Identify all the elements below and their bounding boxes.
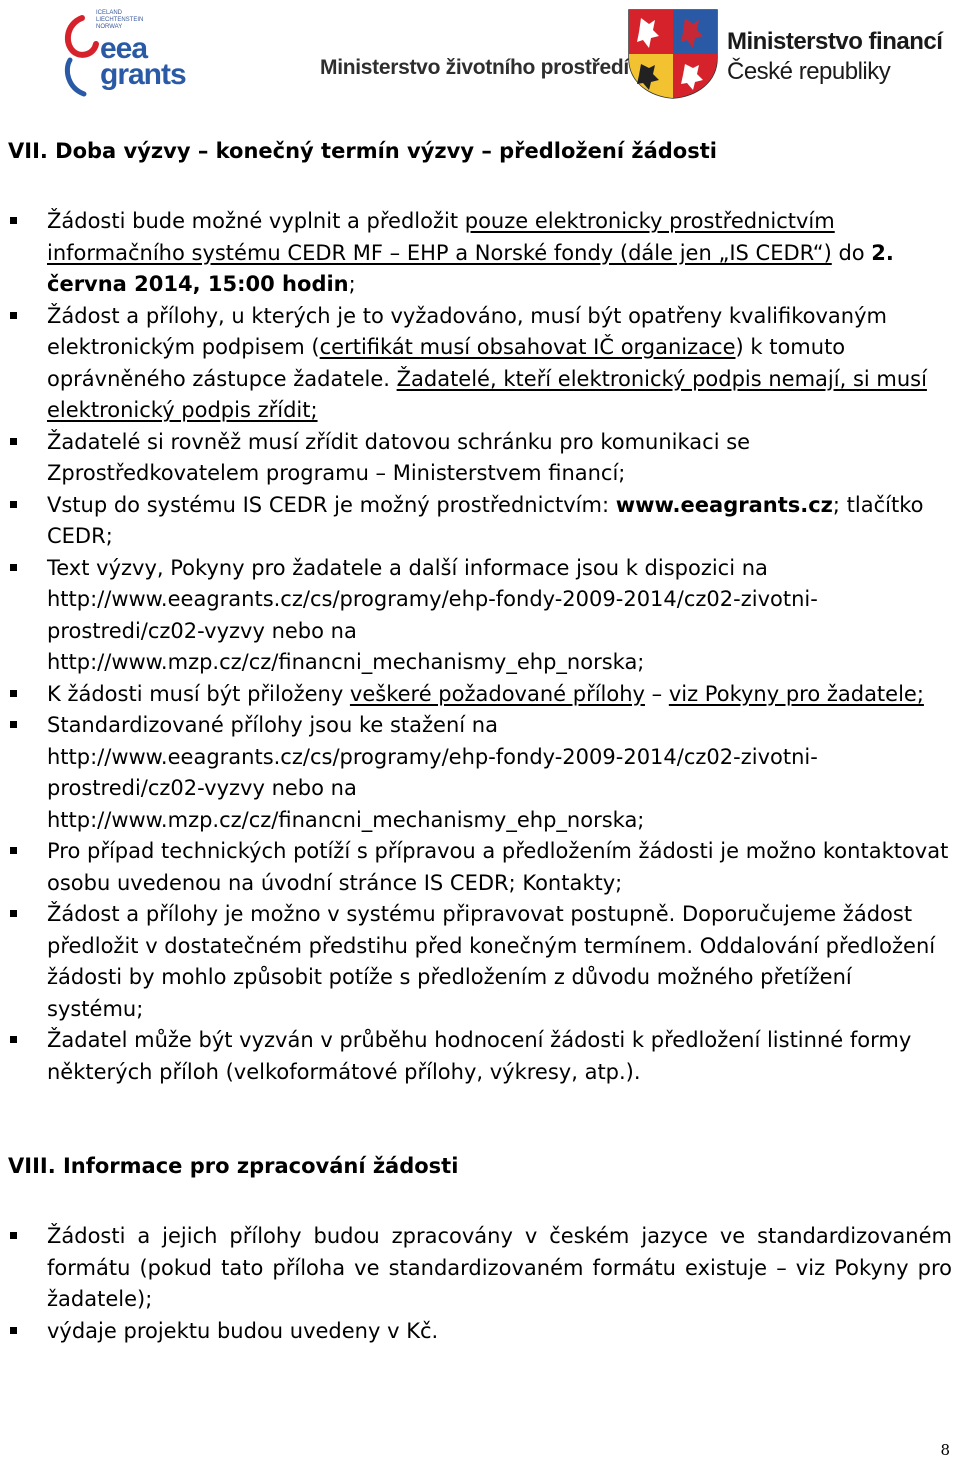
list-item: výdaje projektu budou uvedeny v Kč. — [0, 1316, 952, 1348]
list-item: Žádost a přílohy je možno v systému připravovat postupně. Doporučujeme žádost předložit v dostatečném předstihu před konečným termínem. Oddalování předložení žádosti by mohlo způsobit potíže s předložením z důvodu možného přetížení systému; — [0, 899, 952, 1025]
section-7-list — [0, 206, 952, 1088]
eea-grants-logo — [60, 8, 200, 100]
list-item: Vstup do systému IS CEDR je možný prostřednictvím: www.eeagrants.cz; tlačítko CEDR; — [0, 490, 952, 553]
grants-word: grants — [100, 58, 186, 91]
ministry-environment-logo: Ministerstvo životního prostředí — [320, 56, 629, 79]
section-7-heading: VII. Doba výzvy – konečný termín výzvy – předložení žádosti — [8, 139, 717, 163]
list-item: Žádosti a jejich přílohy budou zpracovány v českém jazyce ve standardizovaném formátu (pokud tato příloha ve standardizovaném formátu existuje – viz Pokyny pro žadatele); — [0, 1221, 952, 1316]
section-8-list — [0, 1221, 952, 1347]
page-header — [0, 0, 960, 110]
list-item: Žádost a přílohy, u kterých je to vyžadováno, musí být opatřeny kvalifikovaným elektronickým podpisem (certifikát musí obsahovat IČ organizace) k tomuto oprávněného zástupce žadatele. Žadatelé, kteří elektronický podpis nemají, si musí elektronický podpis zřídit; — [0, 301, 952, 427]
page-number: 8 — [940, 1441, 950, 1459]
list-item: K žádosti musí být přiloženy veškeré požadované přílohy – viz Pokyny pro žadatele; — [0, 679, 952, 711]
list-item: Žadatelé si rovněž musí zřídit datovou schránku pro komunikaci se Zprostředkovatelem programu – Ministerstvem financí; — [0, 427, 952, 490]
ministry-finance-subtitle: České republiky — [727, 58, 891, 85]
eea-swirl-icon — [60, 10, 100, 98]
eea-word: eea — [100, 32, 148, 65]
section-8-heading: VIII. Informace pro zpracování žádosti — [8, 1154, 459, 1178]
list-item: Pro případ technických potíží s přípravou a předložením žádosti je možno kontaktovat osobu uvedenou na úvodní stránce IS CEDR; Kontakty; — [0, 836, 952, 899]
eea-small-text: ICELAND LIECHTENSTEIN NORWAY — [96, 10, 144, 30]
czech-coat-of-arms-icon — [627, 8, 719, 100]
list-item: Text výzvy, Pokyny pro žadatele a další informace jsou k dispozici na http://www.eeagrants.cz/cs/programy/ehp-fondy-2009-2014/cz02-zivotni-prostredi/cz02-vyzvy nebo na http://www.mzp.cz/cz/financni_mechanismy_ehp_norska; — [0, 553, 952, 679]
ministry-finance-title: Ministerstvo financí — [727, 28, 943, 55]
list-item: Žádosti bude možné vyplnit a předložit pouze elektronicky prostřednictvím informačního systému CEDR MF – EHP a Norské fondy (dále jen „IS CEDR“) do 2. června 2014, 15:00 hodin; — [0, 206, 952, 301]
list-item: Žadatel může být vyzván v průběhu hodnocení žádosti k předložení listinné formy některých příloh (velkoformátové přílohy, výkresy, atp.). — [0, 1025, 952, 1088]
list-item: Standardizované přílohy jsou ke stažení na http://www.eeagrants.cz/cs/programy/ehp-fondy-2009-2014/cz02-zivotni-prostredi/cz02-vyzvy nebo na http://www.mzp.cz/cz/financni_mechanismy_ehp_norska; — [0, 710, 952, 836]
